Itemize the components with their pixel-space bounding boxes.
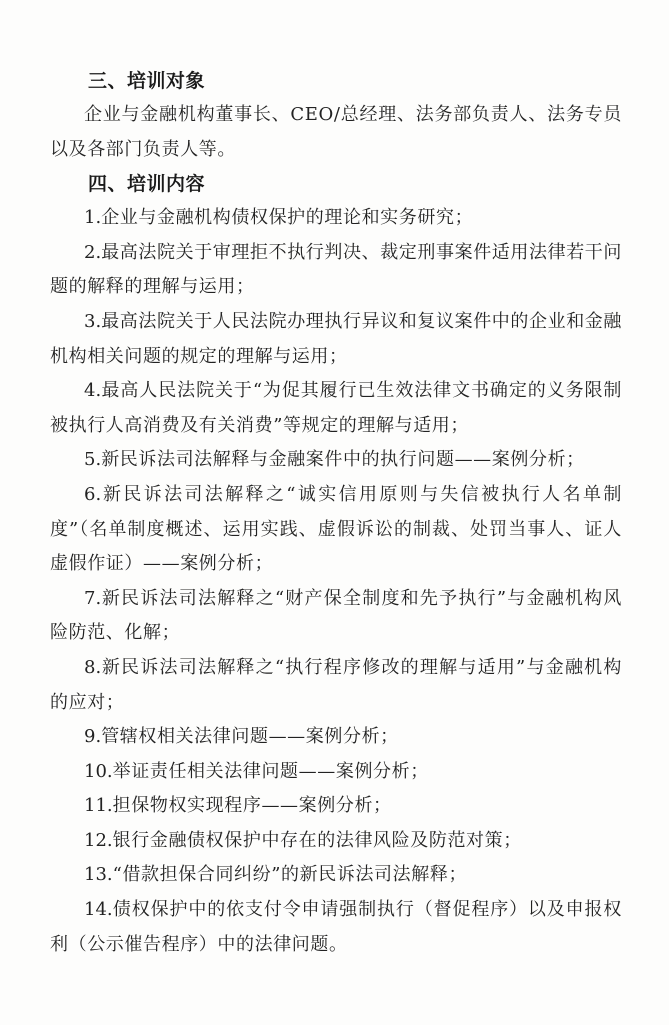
list-item bbox=[50, 443, 622, 478]
item-text: 最高法院关于审理拒不执行判决、裁定刑事案件适用法律若干问题的解释的理解与运用； bbox=[50, 241, 622, 298]
list-item bbox=[50, 893, 622, 962]
list-item bbox=[50, 789, 622, 824]
item-number: 11. bbox=[84, 795, 113, 817]
item-text: 银行金融债权保护中存在的法律风险及防范对策； bbox=[112, 829, 522, 851]
item-text: “借款担保合同纠纷”的新民诉法司法解释； bbox=[112, 864, 468, 886]
list-item bbox=[50, 374, 622, 443]
item-text: 新民诉法司法解释与金融案件中的执行问题——案例分析； bbox=[101, 449, 585, 471]
item-number: 1. bbox=[84, 207, 102, 229]
item-text: 最高人民法院关于“为促其履行已生效法律文书确定的义务限制被执行人高消费及有关消费”等规定的理解与适用； bbox=[50, 380, 622, 436]
item-number: 7. bbox=[84, 587, 102, 609]
item-number: 10. bbox=[84, 760, 113, 782]
item-number: 2. bbox=[84, 241, 102, 263]
list-item bbox=[50, 582, 622, 651]
item-text: 管辖权相关法律问题——案例分析； bbox=[101, 726, 399, 748]
list-item bbox=[50, 651, 622, 720]
list-item bbox=[50, 858, 622, 893]
item-number: 13. bbox=[84, 864, 113, 886]
list-item bbox=[50, 305, 622, 374]
list-item bbox=[50, 201, 622, 236]
item-number: 8. bbox=[84, 656, 102, 678]
section-heading-training-audience: 三、培训对象 bbox=[88, 70, 206, 92]
item-text: 最高法院关于人民法院办理执行异议和复议案件中的企业和金融机构相关问题的规定的理解与运用； bbox=[50, 310, 622, 367]
list-item bbox=[50, 824, 622, 859]
item-text: 企业与金融机构债权保护的理论和实务研究； bbox=[101, 207, 474, 229]
item-text: 新民诉法司法解释之“财产保全制度和先予执行”与金融机构风险防范、化解； bbox=[50, 587, 622, 644]
item-number: 14. bbox=[84, 899, 113, 921]
list-item bbox=[50, 755, 622, 790]
list-item bbox=[50, 720, 622, 755]
item-text: 担保物权实现程序——案例分析； bbox=[112, 795, 392, 817]
item-text: 举证责任相关法律问题——案例分析； bbox=[112, 760, 429, 782]
item-number: 9. bbox=[84, 726, 102, 748]
item-text: 新民诉法司法解释之“执行程序修改的理解与适用”与金融机构的应对； bbox=[50, 656, 622, 713]
list-item bbox=[50, 478, 622, 582]
item-number: 12. bbox=[84, 829, 113, 851]
item-number: 4. bbox=[84, 380, 102, 402]
list-item bbox=[50, 236, 622, 305]
item-text: 债权保护中的依支付令申请强制执行（督促程序）以及申报权利（公示催告程序）中的法律问题。 bbox=[50, 899, 622, 955]
training-content-list bbox=[50, 201, 622, 962]
item-number: 3. bbox=[84, 310, 102, 332]
item-text: 新民诉法司法解释之“诚实信用原则与失信被执行人名单制度”（名单制度概述、运用实践、虚假诉讼的制裁、处罚当事人、证人虚假作证）——案例分析； bbox=[50, 483, 622, 575]
training-audience-text: 企业与金融机构董事长、CEO/总经理、法务部负责人、法务专员以及各部门负责人等。 bbox=[50, 104, 622, 160]
item-number: 5. bbox=[84, 449, 102, 471]
item-number: 6. bbox=[84, 483, 102, 505]
section-heading-training-content: 四、培训内容 bbox=[88, 173, 206, 196]
document-content bbox=[50, 64, 622, 962]
